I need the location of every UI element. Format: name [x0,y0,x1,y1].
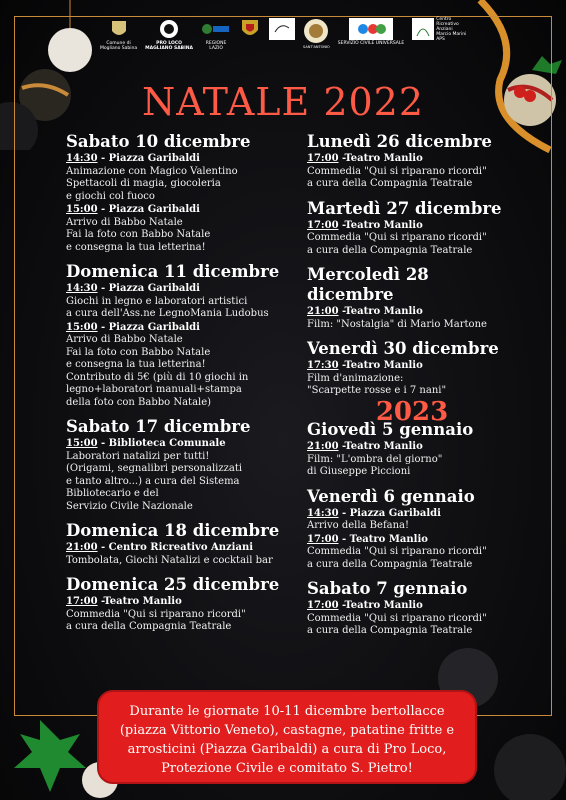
event-line [307,360,517,373]
event-place: - Piazza Garibaldi [338,507,441,519]
year-heading: 2023 [375,396,449,427]
day-block [307,487,517,572]
day-block [307,199,517,258]
bird-logo [269,18,295,42]
day-heading: Domenica 18 dicembre [66,521,280,540]
event-note: Animazione con Magico Valentino [66,165,238,177]
event-place: -Teatro Manlio [338,441,423,452]
event-place: -Teatro Manlio [338,153,423,164]
event-note: (Origami, segnalibri personalizzati [66,463,243,474]
day-heading: Sabato 17 dicembre [66,417,251,436]
event-line [307,153,517,166]
event-note: "Scarpette rosse e i 7 nani" [307,385,447,396]
event-time: 17:00 [307,533,339,545]
event-note: Film: "L'ombra del giorno" [307,453,443,465]
day-heading: Venerdì 6 gennaio [307,486,475,506]
regione-logo: REGIONE LAZIO [201,18,231,52]
event-note: Fai la foto con Babbo Natale [66,229,211,240]
event-time: 14:30 [307,507,339,519]
day-heading: Sabato 10 dicembre [66,132,251,151]
day-block [307,579,517,638]
event-line [66,153,296,166]
event-place: -Teatro Manlio [97,596,182,607]
proloco-logo: PRO LOCO MAGLIANO SABINA [145,18,193,52]
event-place: -Teatro Manlio [338,219,423,231]
event-note: della foto con Babbo Natale) [66,396,212,408]
event-line [66,438,296,451]
event-note: Contributo di 5€ (più di 10 giochi in [66,371,249,383]
event-place: - Biblioteca Comunale [97,438,226,449]
event-line [307,600,517,613]
event-note: Spettacoli di magia, giocoleria [66,178,221,189]
event-note: a cura della Compagnia Teatrale [307,244,473,256]
event-line [307,306,517,319]
day-block [66,417,296,513]
shield-logo [239,18,261,42]
event-line [307,220,517,233]
event-note: Film d'animazione: [307,372,404,384]
day-heading: Mercoledì 28 dicembre [307,265,429,304]
centro-logo: Centro Ricreativo Anziani Marcio Marini APS [412,18,466,43]
day-block [66,262,296,409]
event-place: - Piazza Garibaldi [97,204,200,215]
event-time: 17:30 [307,360,339,371]
event-time: 17:00 [307,600,339,611]
event-line [66,542,296,555]
event-time: 14:30 [66,153,98,164]
day-heading: Giovedì 5 gennaio [307,420,474,439]
event-line [307,508,517,521]
event-line [66,283,296,296]
right-column-program [307,132,517,646]
event-time: 17:00 [66,596,98,607]
event-line [66,596,296,609]
event-time: 21:00 [66,542,98,553]
day-heading: Martedì 27 dicembre [307,198,502,218]
event-note: Fai la foto con Babbo Natale [66,346,211,358]
event-place: -Teatro Manlio [338,306,423,317]
event-note: a cura della Compagnia Teatrale [307,625,473,636]
event-line [66,204,296,217]
event-note: e giochi col fuoco [66,190,155,202]
event-note: a cura della Compagnia Teatrale [66,621,232,632]
day-block [66,132,296,254]
event-note: e tanto altro...) a cura del Sistema [66,475,240,487]
event-note: a cura della Compagnia Teatrale [307,178,473,189]
day-heading: Venerdì 30 dicembre [307,339,499,358]
event-time: 21:00 [307,306,339,317]
event-line [307,441,517,454]
day-block [307,339,517,398]
event-place: -Teatro Manlio [338,360,423,371]
day-block [307,420,517,479]
event-time: 17:00 [307,153,339,164]
left-column-program [66,132,296,642]
food-stands-banner: Durante le giornate 10-11 dicembre bertollacce (piazza Vittorio Veneto), castagne, patatine fritte e arrosticini (Piazza Garibaldi) a cura di Pro Loco, Protezione Civile e comitato S. Pietro! [97,690,477,784]
sponsor-logos-row [100,17,467,58]
event-note: Bibliotecario e del [66,488,159,499]
day-block [66,575,296,634]
event-time: 15:00 [66,204,98,215]
event-note: Arrivo di Babbo Natale [66,334,183,345]
event-note: Servizio Civile Nazionale [66,500,193,512]
day-heading: Lunedì 26 dicembre [307,132,492,151]
event-place: - Piazza Garibaldi [97,153,200,164]
event-line [66,322,296,335]
event-place: - Teatro Manlio [338,533,428,545]
event-note: di Giuseppe Piccioni [307,466,411,477]
event-note: Commedia "Qui si riparano ricordi" [66,608,246,620]
event-note: Tombolata, Giochi Natalizi e cocktail bar [66,554,273,566]
event-note: e consegna la tua letterina! [66,359,206,370]
event-time: 14:30 [66,283,98,294]
day-block [307,265,517,331]
event-note: Film: "Nostalgia" di Mario Martone [307,318,487,330]
event-note: Arrivo della Befana! [307,520,410,531]
day-heading: Domenica 11 dicembre [66,262,280,281]
day-heading: Domenica 25 dicembre [66,575,280,594]
event-note: e consegna la tua letterina! [66,241,206,253]
event-place: - Piazza Garibaldi [97,283,200,294]
event-place: -Teatro Manlio [338,600,423,611]
comune-logo: Comune di Mogliano Sabina [100,18,137,52]
page-title: NATALE 2022 [141,80,425,124]
event-note: a cura della Compagnia Teatrale [307,558,473,570]
event-note: Commedia "Qui si riparano ricordi" [307,232,487,243]
event-time: 15:00 [66,321,98,333]
round-logo: SANT'ANTONIO [303,18,330,50]
event-note: a cura dell'Ass.ne LegnoMania Ludobus [66,308,269,319]
day-block [66,521,296,567]
day-heading: Sabato 7 gennaio [307,579,468,598]
event-note: Giochi in legno e laboratori artistici [66,295,248,307]
event-note: Commedia "Qui si riparano ricordi" [307,612,487,624]
event-time: 15:00 [66,438,98,449]
event-note: Commedia "Qui si riparano ricordi" [307,546,487,557]
servizio-civile-logo: SERVIZIO CIVILE UNIVERSALE [338,18,404,47]
event-note: Commedia "Qui si riparano ricordi" [307,165,487,177]
event-time: 17:00 [307,219,339,231]
event-note: Laboratori natalizi per tutti! [66,450,210,462]
event-place: - Piazza Garibaldi [97,321,200,333]
day-block [307,132,517,191]
event-time: 21:00 [307,441,339,452]
event-note: Arrivo di Babbo Natale [66,216,183,228]
event-place: - Centro Ricreativo Anziani [97,542,254,553]
event-note: legno+laboratori manuali+stampa [66,384,242,395]
event-line [307,534,517,547]
